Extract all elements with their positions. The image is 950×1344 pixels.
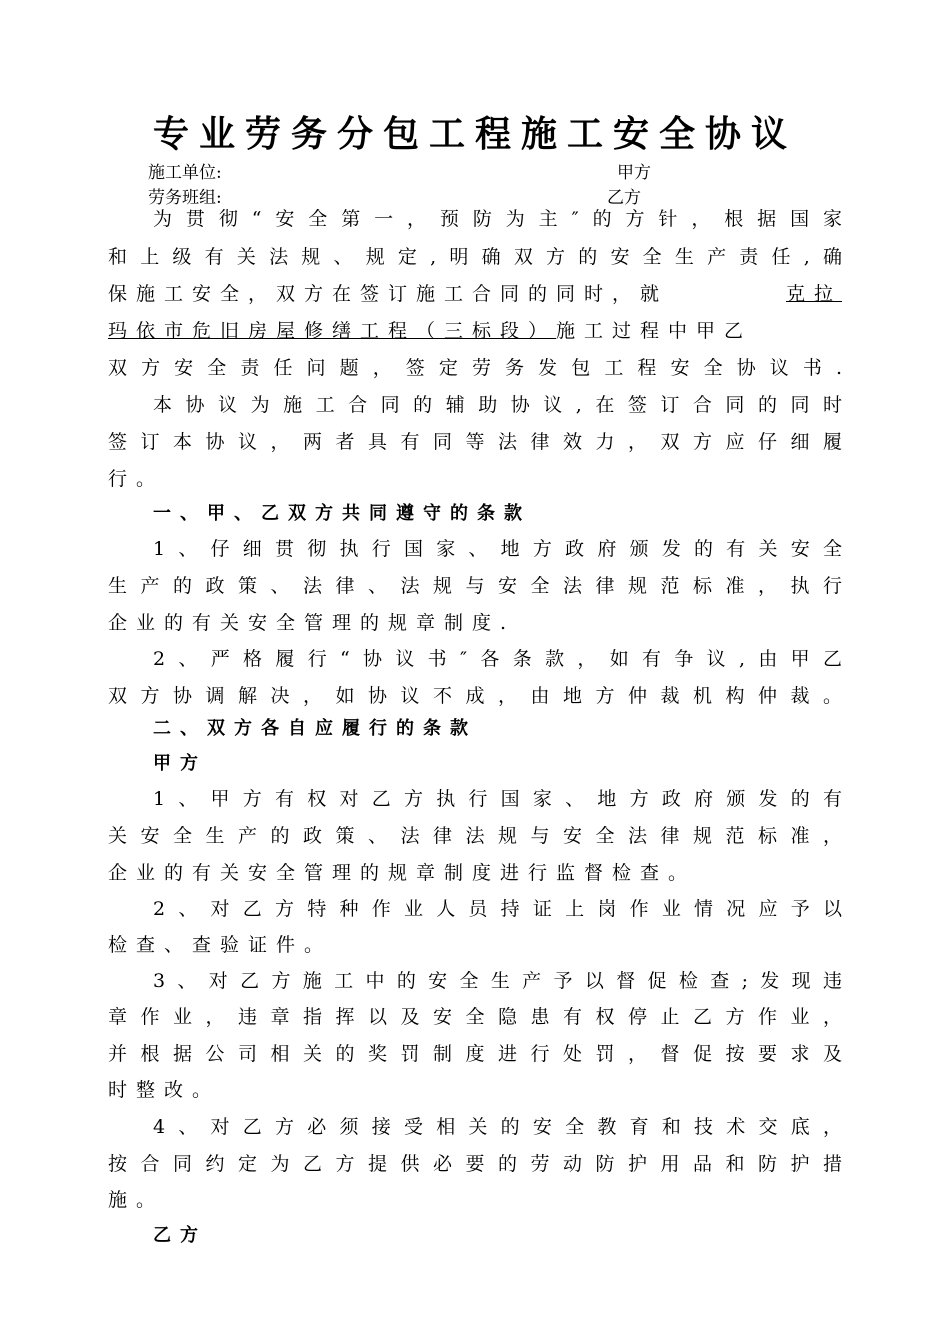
paragraph-line: [108, 318, 842, 344]
paragraph-line: 为贯彻“安全第一，预防为主″的方针，根据国家: [153, 208, 842, 230]
paragraph-line: 双方安全责任问题，签定劳务发包工程安全协议书.: [108, 357, 842, 379]
paragraph-line: 行。: [108, 468, 165, 490]
paragraph-line: 按合同约定为乙方提供必要的劳动防护用品和防护措: [108, 1153, 842, 1175]
section-heading: 一、甲、乙双方共同遵守的条款: [153, 503, 531, 524]
project-name-underlined: 克拉: [785, 283, 842, 305]
paragraph-line: 和上级有关法规、规定,明确双方的安全生产责任,确: [108, 246, 842, 268]
paragraph-line: 2、严格履行“协议书″各条款，如有争议,由甲乙: [153, 648, 842, 670]
document-title: 专业劳务分包工程施工安全协议: [152, 113, 797, 155]
paragraph-line: 企业的有关安全管理的规章制度.: [108, 612, 516, 634]
paragraph-line: 施。: [108, 1189, 165, 1211]
party-heading: 甲方: [153, 753, 207, 774]
section-heading: 二、双方各自应履行的条款: [153, 718, 477, 739]
labor-team-label: 劳务班组:: [148, 188, 222, 208]
project-name-underlined: 玛依市危旧房屋修缮工程（三标段）: [108, 320, 557, 342]
paragraph-line: 双方协调解决，如协议不成，由地方仲裁机构仲裁。: [108, 685, 842, 707]
paragraph-line: 本协议为施工合同的辅助协议,在签订合同的同时: [153, 394, 842, 416]
paragraph-line: 检查、查验证件。: [108, 934, 333, 956]
construction-unit-label: 施工单位:: [148, 163, 222, 183]
paragraph-line: 时整改。: [108, 1079, 221, 1101]
party-a-label: 甲方: [617, 163, 651, 183]
paragraph-line: 1、仔细贯彻执行国家、地方政府颁发的有关安全: [153, 538, 842, 560]
paragraph-line: 关安全生产的政策、法律法规与安全法律规范标准，: [108, 825, 842, 847]
paragraph-line: 4、对乙方必须接受相关的安全教育和技术交底，: [153, 1116, 842, 1138]
paragraph-line: 2、对乙方特种作业人员持证上岗作业情况应予以: [153, 898, 842, 920]
paragraph-line: 生产的政策、法律、法规与安全法律规范标准，执行: [108, 575, 842, 597]
paragraph-line: 3、对乙方施工中的安全生产予以督促检查;发现违: [153, 970, 842, 992]
party-heading: 乙方: [153, 1225, 207, 1246]
paragraph-line: 并根据公司相关的奖罚制度进行处罚，督促按要求及: [108, 1043, 842, 1065]
paragraph-line: 企业的有关安全管理的规章制度进行监督检查。: [108, 862, 697, 884]
paragraph-line: 章作业，违章指挥以及安全隐患有权停止乙方作业，: [108, 1006, 842, 1028]
paragraph-text: 施工过程中甲乙: [556, 320, 753, 342]
paragraph-text: 保施工安全，双方在签订施工合同的同时，就: [108, 283, 669, 305]
party-b-label: 乙方: [607, 188, 641, 208]
paragraph-line: 签订本协议，两者具有同等法律效力，双方应仔细履: [108, 431, 842, 453]
paragraph-line: [108, 281, 842, 307]
paragraph-line: 1、甲方有权对乙方执行国家、地方政府颁发的有: [153, 788, 842, 810]
